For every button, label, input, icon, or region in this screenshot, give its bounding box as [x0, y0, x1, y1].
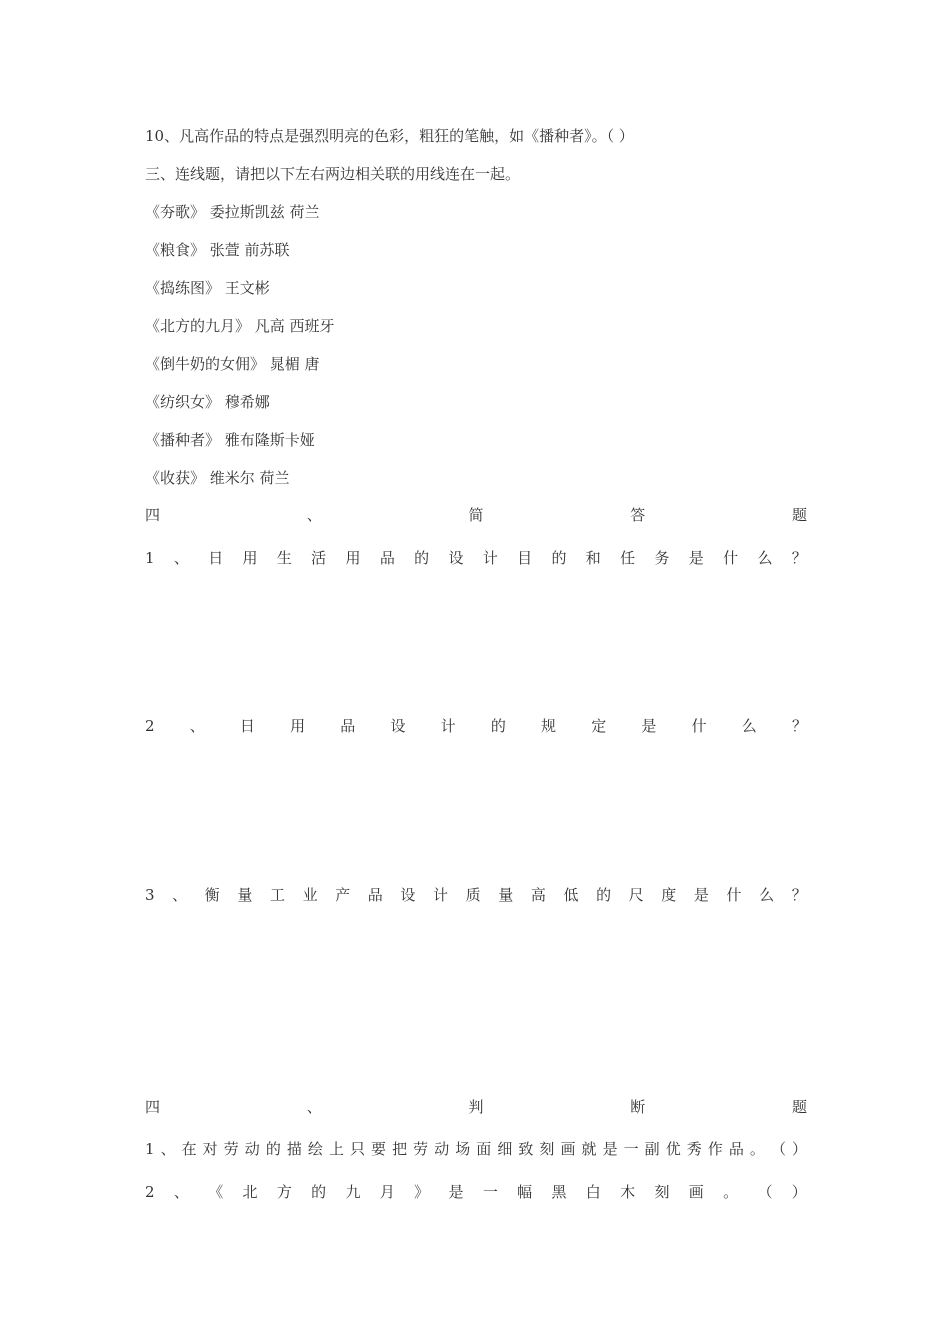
matching-item: 《倒牛奶的女佣》 晁楣 唐: [145, 355, 320, 373]
glyph: 的: [551, 549, 567, 567]
glyph: 计: [482, 549, 498, 567]
glyph: 用: [345, 549, 361, 567]
glyph: 判: [468, 1098, 484, 1116]
question-10: 10、凡高作品的特点是强烈明亮的色彩，粗狂的笔触，如《播种者》。（ ）: [145, 127, 634, 145]
glyph: 劳: [413, 1140, 429, 1158]
glyph: 么: [757, 549, 773, 567]
glyph: （: [757, 1183, 773, 1201]
glyph: 场: [455, 1140, 471, 1158]
glyph: 、: [189, 717, 205, 735]
glyph: 定: [591, 717, 607, 735]
glyph: 答: [630, 506, 646, 524]
glyph: 么: [759, 886, 775, 904]
glyph: 四: [145, 506, 161, 524]
glyph: 。: [749, 1140, 765, 1158]
glyph: 绘: [307, 1140, 323, 1158]
glyph: 任: [620, 549, 636, 567]
glyph: 一: [482, 1183, 498, 1201]
glyph: 、: [306, 506, 322, 524]
glyph: 设: [400, 886, 416, 904]
short-answer-question-2: [145, 716, 807, 736]
glyph: 日: [208, 549, 224, 567]
matching-item: 《收获》 维米尔 荷兰: [145, 469, 290, 487]
glyph: 用: [290, 717, 306, 735]
glyph: 黑: [551, 1183, 567, 1201]
glyph: 把: [392, 1140, 408, 1158]
glyph: 什: [723, 549, 739, 567]
matching-item: 《北方的九月》 凡高 西班牙: [145, 317, 335, 335]
glyph: 量: [498, 886, 514, 904]
glyph: 的: [490, 717, 506, 735]
glyph: 白: [585, 1183, 601, 1201]
glyph: 就: [581, 1140, 597, 1158]
glyph: 断: [630, 1098, 646, 1116]
glyph: 上: [328, 1140, 344, 1158]
glyph: 是: [688, 549, 704, 567]
short-answer-question-3: [145, 885, 807, 905]
glyph: 尺: [628, 886, 644, 904]
glyph: 刻: [539, 1140, 555, 1158]
glyph: 月: [379, 1183, 395, 1201]
glyph: 务: [654, 549, 670, 567]
glyph: 、: [173, 549, 189, 567]
glyph: 、: [306, 1098, 322, 1116]
glyph: 副: [644, 1140, 660, 1158]
glyph: 面: [476, 1140, 492, 1158]
glyph: 要: [371, 1140, 387, 1158]
glyph: 么: [741, 717, 757, 735]
glyph: 生: [276, 549, 292, 567]
matching-item: 《纺织女》 穆希娜: [145, 393, 270, 411]
glyph: 规: [541, 717, 557, 735]
glyph: 幅: [517, 1183, 533, 1201]
glyph: 致: [518, 1140, 534, 1158]
section-4-judgment-heading: [145, 1097, 807, 1117]
glyph: 工: [269, 886, 285, 904]
glyph: 劳: [223, 1140, 239, 1158]
glyph: 1: [145, 549, 155, 567]
glyph: ）: [791, 1183, 807, 1201]
glyph: 简: [468, 506, 484, 524]
glyph: 高: [530, 886, 546, 904]
glyph: 目: [517, 549, 533, 567]
glyph: 和: [585, 549, 601, 567]
glyph: 的: [596, 886, 612, 904]
glyph: 、: [172, 886, 188, 904]
glyph: 是: [448, 1183, 464, 1201]
glyph: 》: [414, 1183, 430, 1201]
glyph: 活: [311, 549, 327, 567]
glyph: 度: [661, 886, 677, 904]
glyph: 低: [563, 886, 579, 904]
glyph: 日: [239, 717, 255, 735]
glyph: 《: [208, 1183, 224, 1201]
glyph: 品: [367, 886, 383, 904]
glyph: 质: [465, 886, 481, 904]
glyph: 什: [691, 717, 707, 735]
glyph: 品: [340, 717, 356, 735]
glyph: 什: [726, 886, 742, 904]
glyph: ？: [791, 717, 807, 735]
matching-item: 《粮食》 张萱 前苏联: [145, 241, 290, 259]
glyph: 计: [433, 886, 449, 904]
glyph: 品: [728, 1140, 744, 1158]
glyph: 品: [379, 549, 395, 567]
glyph: 的: [414, 549, 430, 567]
glyph: 描: [286, 1140, 302, 1158]
glyph: 量: [237, 886, 253, 904]
glyph: 九: [345, 1183, 361, 1201]
glyph: 2: [145, 717, 155, 735]
glyph: 动: [244, 1140, 260, 1158]
matching-item: 《捣练图》 王文彬: [145, 279, 270, 297]
glyph: 产: [335, 886, 351, 904]
glyph: 衡: [204, 886, 220, 904]
glyph: 细: [497, 1140, 513, 1158]
glyph: 木: [620, 1183, 636, 1201]
glyph: 、: [173, 1183, 189, 1201]
glyph: 对: [202, 1140, 218, 1158]
glyph: 画: [560, 1140, 576, 1158]
glyph: ？: [791, 886, 807, 904]
glyph: 北: [242, 1183, 258, 1201]
glyph: 方: [276, 1183, 292, 1201]
glyph: ）: [791, 1140, 807, 1158]
glyph: 的: [265, 1140, 281, 1158]
glyph: 设: [390, 717, 406, 735]
glyph: （: [770, 1140, 786, 1158]
section-4-short-answer-heading: [145, 505, 807, 525]
glyph: 、: [160, 1140, 176, 1158]
glyph: 。: [723, 1183, 739, 1201]
glyph: 优: [665, 1140, 681, 1158]
glyph: 业: [302, 886, 318, 904]
glyph: 只: [350, 1140, 366, 1158]
glyph: 3: [145, 886, 155, 904]
glyph: 是: [693, 886, 709, 904]
glyph: 是: [641, 717, 657, 735]
glyph: 题: [791, 506, 807, 524]
glyph: 2: [145, 1183, 155, 1201]
glyph: 刻: [654, 1183, 670, 1201]
glyph: 动: [434, 1140, 450, 1158]
glyph: 计: [440, 717, 456, 735]
short-answer-question-1: [145, 548, 807, 568]
glyph: 设: [448, 549, 464, 567]
glyph: 是: [602, 1140, 618, 1158]
glyph: 1: [145, 1140, 155, 1158]
glyph: ？: [791, 549, 807, 567]
judgment-question-1: [145, 1139, 807, 1159]
glyph: 在: [181, 1140, 197, 1158]
matching-item: 《夯歌》 委拉斯凯兹 荷兰: [145, 203, 320, 221]
glyph: 画: [688, 1183, 704, 1201]
section-3-heading: 三、连线题，请把以下左右两边相关联的用线连在一起。: [145, 165, 521, 183]
glyph: 用: [242, 549, 258, 567]
glyph: 的: [311, 1183, 327, 1201]
judgment-question-2: [145, 1182, 807, 1202]
glyph: 题: [791, 1098, 807, 1116]
glyph: 一: [623, 1140, 639, 1158]
matching-item: 《播种者》 雅布隆斯卡娅: [145, 431, 315, 449]
glyph: 秀: [686, 1140, 702, 1158]
glyph: 四: [145, 1098, 161, 1116]
glyph: 作: [707, 1140, 723, 1158]
